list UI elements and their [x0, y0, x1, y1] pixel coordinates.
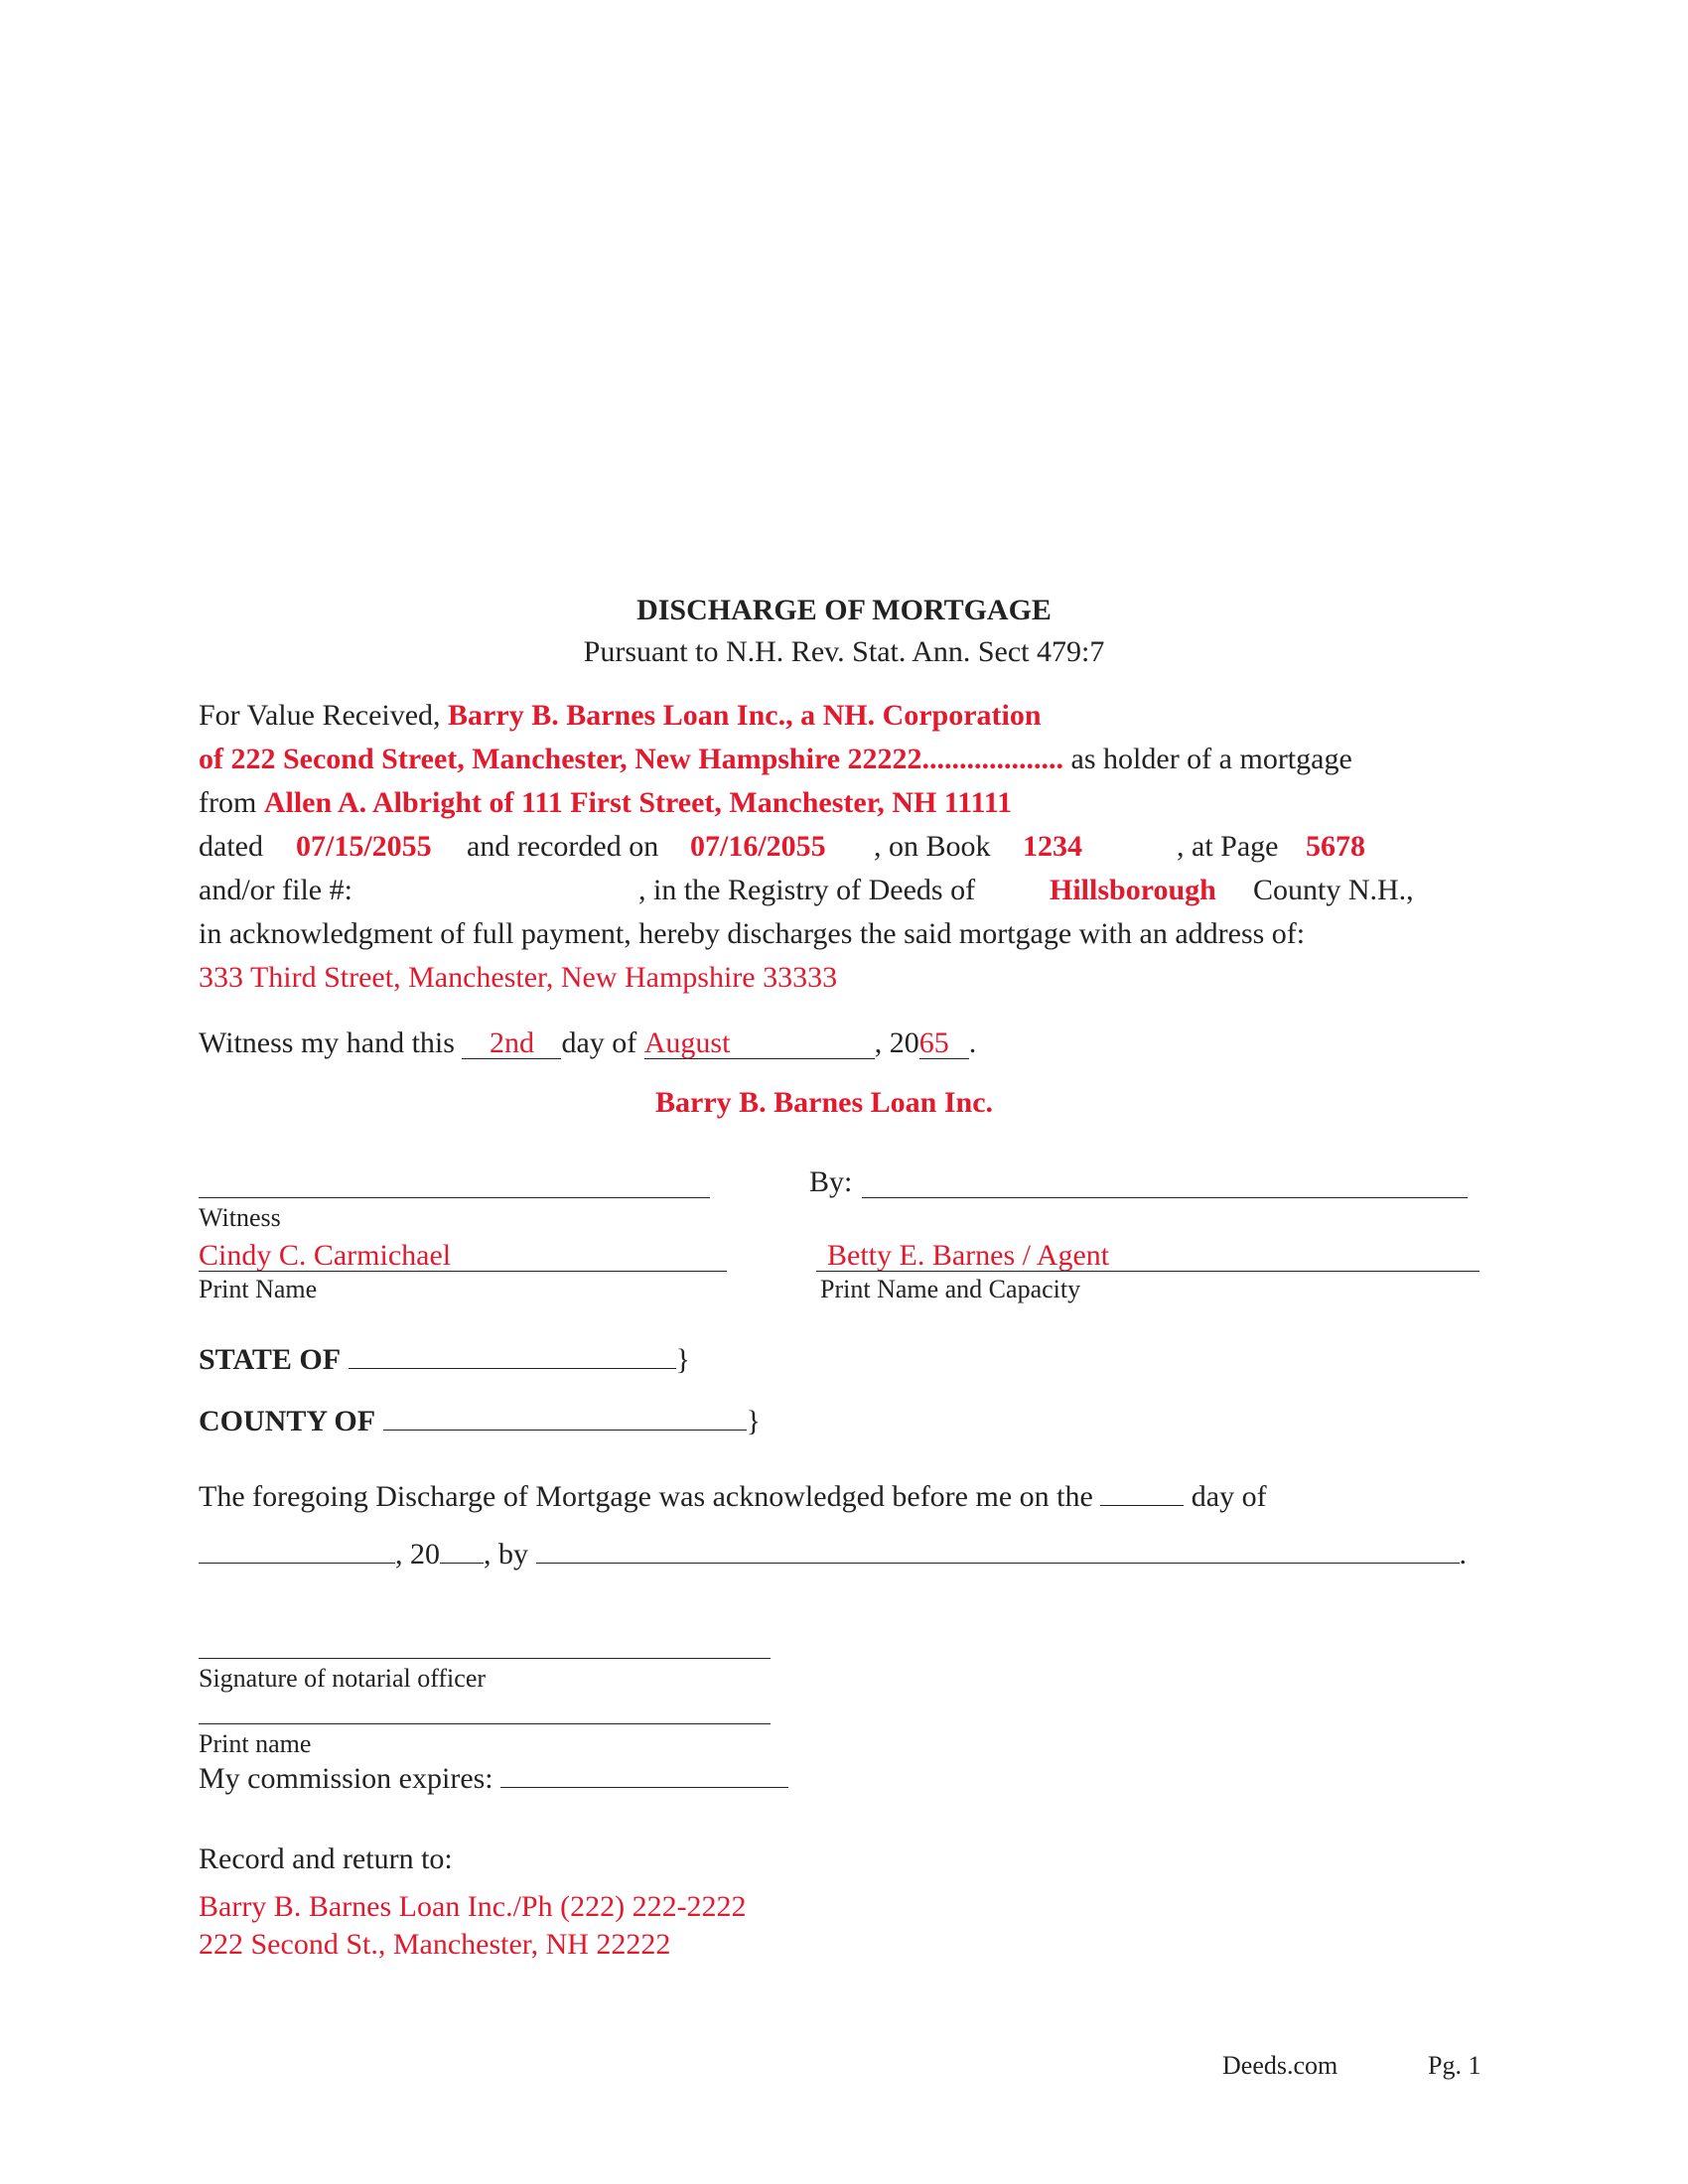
notary-by: , by	[484, 1538, 528, 1570]
book-label: , on Book	[874, 830, 991, 863]
notary-ack-line1	[199, 1479, 1267, 1512]
dated-label: dated	[199, 830, 263, 863]
witness-name-line	[199, 1271, 727, 1272]
file-label: and/or file #:	[199, 874, 352, 906]
witness-day-label: day of	[561, 1026, 637, 1059]
by-signature-line	[862, 1197, 1468, 1198]
commission-blank	[500, 1761, 788, 1788]
witness-month: August	[644, 1028, 875, 1059]
witness-prefix: Witness my hand this	[199, 1026, 455, 1059]
from-label: from	[199, 786, 257, 819]
witness-print-name: Cindy C. Carmichael	[199, 1239, 452, 1272]
dots-leader: ...................	[921, 743, 1064, 775]
witness-year-prefix: , 20	[874, 1026, 919, 1059]
notary-year-blank	[440, 1537, 484, 1564]
state-of-label: STATE OF	[199, 1343, 342, 1376]
county-of-label: COUNTY OF	[199, 1405, 376, 1437]
witness-day: 2nd	[462, 1028, 561, 1059]
page-value: 5678	[1306, 830, 1365, 863]
witness-period: .	[968, 1026, 977, 1059]
county-suffix: County N.H.,	[1253, 874, 1414, 906]
print-name-capacity-label: Print Name and Capacity	[820, 1275, 1081, 1303]
return-line-1: Barry B. Barnes Loan Inc./Ph (222) 222-2222	[199, 1890, 747, 1923]
notary-print-name-label: Print name	[199, 1729, 312, 1758]
holder-suffix: as holder of a mortgage	[1070, 743, 1352, 775]
recorded-label: and recorded on	[467, 830, 659, 863]
recorded-value: 07/16/2055	[690, 830, 826, 863]
holder-address-line	[199, 745, 1352, 774]
return-line-2: 222 Second St., Manchester, NH 22222	[199, 1928, 671, 1961]
mortgagor-line	[199, 788, 1012, 818]
notary-ack-text: The foregoing Discharge of Mortgage was acknowledged before me on the	[199, 1480, 1093, 1513]
witness-label: Witness	[199, 1203, 281, 1232]
intro-line	[199, 701, 1042, 731]
property-address: 333 Third Street, Manchester, New Hampshire 33333	[199, 961, 838, 994]
document-subtitle: Pursuant to N.H. Rev. Stat. Ann. Sect 479:7	[583, 635, 1105, 668]
agent-name-line	[816, 1271, 1479, 1272]
notary-period: .	[1459, 1538, 1467, 1570]
mortgagor-name: Allen A. Albright of 111 First Street, Manchester, NH 11111	[263, 786, 1013, 819]
footer-page-number: Pg. 1	[1428, 2051, 1481, 2080]
county-blank	[383, 1404, 747, 1431]
page-label: , at Page	[1177, 830, 1279, 863]
notary-ack-line2	[199, 1537, 1467, 1570]
document-title: DISCHARGE OF MORTGAGE	[636, 594, 1052, 626]
state-blank	[349, 1342, 676, 1369]
dated-value: 07/15/2055	[296, 830, 432, 863]
notary-day-blank	[1100, 1479, 1184, 1506]
notary-day-of: day of	[1191, 1480, 1267, 1513]
commission-label: My commission expires:	[199, 1762, 493, 1795]
commission-row	[199, 1761, 788, 1794]
by-label: By:	[809, 1165, 853, 1198]
notary-twenty: , 20	[395, 1538, 440, 1570]
registry-label: , in the Registry of Deeds of	[638, 874, 976, 906]
county-value: Hillsborough	[1050, 874, 1216, 906]
witness-year: 65	[919, 1028, 969, 1059]
intro-label: For Value Received,	[199, 699, 441, 732]
book-value: 1234	[1023, 830, 1082, 863]
county-brace: }	[746, 1405, 761, 1437]
notary-signature-line	[199, 1658, 771, 1659]
holder-name: Barry B. Barnes Loan Inc., a NH. Corporation	[448, 699, 1042, 732]
holder-address: of 222 Second Street, Manchester, New Hampshire 22222	[199, 743, 922, 775]
witness-hand-line	[199, 1028, 976, 1059]
acknowledgment-text: in acknowledgment of full payment, hereby discharges the said mortgage with an address of:	[199, 917, 1306, 950]
print-name-label: Print Name	[199, 1275, 318, 1303]
signing-company: Barry B. Barnes Loan Inc.	[655, 1086, 994, 1119]
notary-print-name-line	[199, 1723, 771, 1724]
notary-signature-label: Signature of notarial officer	[199, 1664, 487, 1693]
notary-month-blank	[199, 1537, 395, 1564]
witness-signature-line	[199, 1197, 710, 1198]
county-of-row	[199, 1404, 761, 1436]
state-of-row	[199, 1342, 690, 1375]
agent-print-name: Betty E. Barnes / Agent	[827, 1239, 1110, 1272]
record-return-label: Record and return to:	[199, 1843, 453, 1875]
footer-site: Deeds.com	[1222, 2051, 1338, 2080]
notary-by-blank	[536, 1537, 1460, 1564]
state-brace: }	[675, 1343, 690, 1376]
